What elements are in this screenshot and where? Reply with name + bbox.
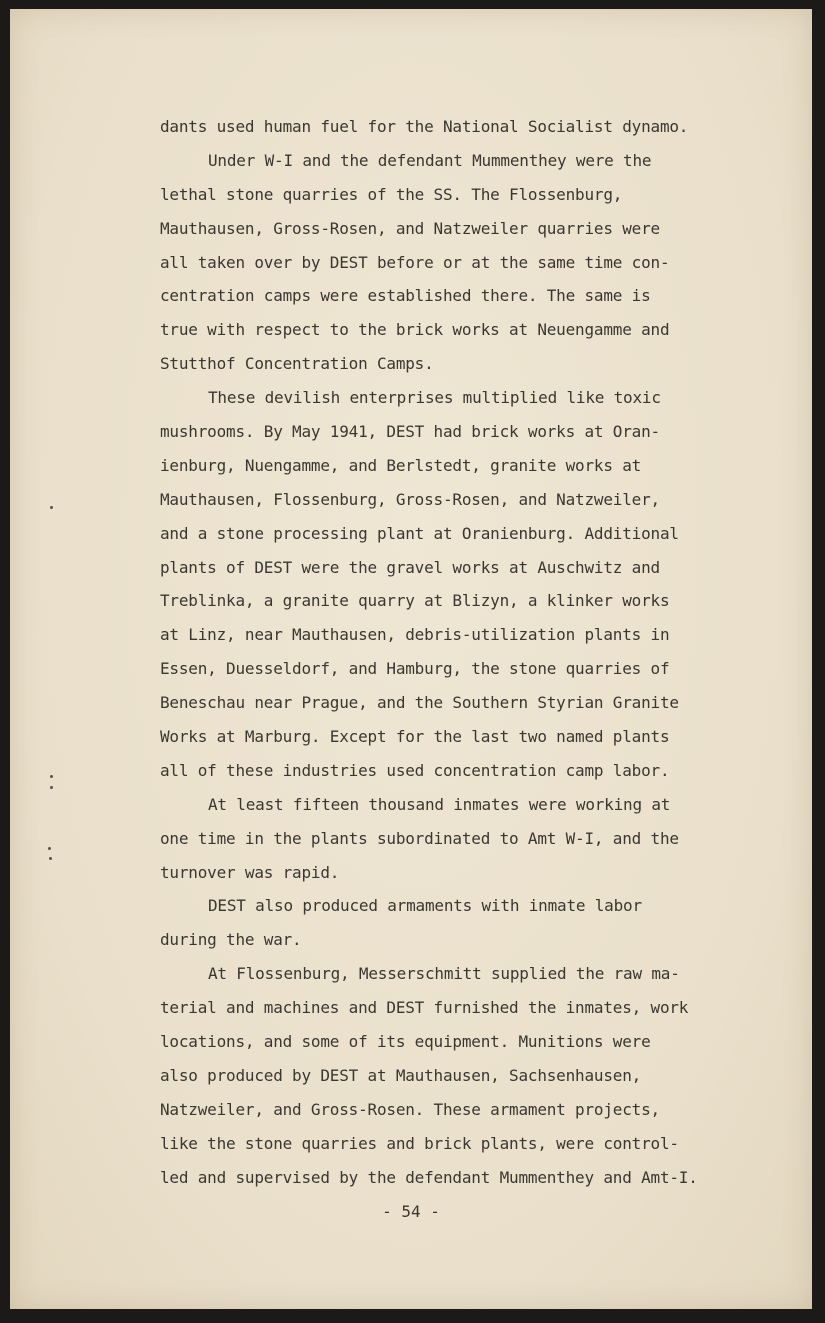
text-line: Works at Marburg. Except for the last two named plants <box>160 727 670 747</box>
text-line: Mauthausen, Flossenburg, Gross-Rosen, and Natzweiler, <box>160 489 660 509</box>
text-line: and a stone processing plant at Oranienburg. Additional <box>160 523 679 543</box>
text-line: centration camps were established there. The same is <box>160 286 651 306</box>
text-line: DEST also produced armaments with inmate labor <box>208 896 642 916</box>
text-line: led and supervised by the defendant Mummenthey and Amt-I. <box>160 1167 698 1187</box>
text-line: also produced by DEST at Mauthausen, Sachsenhausen, <box>160 1065 642 1085</box>
text-line: Essen, Duesseldorf, and Hamburg, the stone quarries of <box>160 659 670 679</box>
text-line: plants of DEST were the gravel works at Auschwitz and <box>160 557 660 577</box>
text-line: mushrooms. By May 1941, DEST had brick works at Oran- <box>160 422 660 442</box>
text-line: These devilish enterprises multiplied like toxic <box>208 388 661 408</box>
text-line: lethal stone quarries of the SS. The Flossenburg, <box>160 184 623 204</box>
text-line: during the war. <box>160 930 302 950</box>
text-line: At least fifteen thousand inmates were working at <box>208 794 671 814</box>
text-line: terial and machines and DEST furnished the inmates, work <box>160 998 689 1018</box>
text-line: Mauthausen, Gross-Rosen, and Natzweiler quarries were <box>160 218 660 238</box>
text-line: at Linz, near Mauthausen, debris-utilization plants in <box>160 625 670 645</box>
text-line: true with respect to the brick works at Neuengamme and <box>160 320 670 340</box>
text-line: all taken over by DEST before or at the same time con- <box>160 252 670 272</box>
margin-mark <box>50 506 53 509</box>
text-line: Under W-I and the defendant Mummenthey were the <box>208 150 652 170</box>
text-line: dants used human fuel for the National Socialist dynamo. <box>160 117 689 136</box>
text-line: Beneschau near Prague, and the Southern Styrian Granite <box>160 693 679 713</box>
typed-body-text <box>160 110 750 1195</box>
text-line: Stutthof Concentration Camps. <box>160 354 434 374</box>
text-line: At Flossenburg, Messerschmitt supplied the raw ma- <box>208 964 680 984</box>
text-line: turnover was rapid. <box>160 862 340 882</box>
text-line: locations, and some of its equipment. Munitions were <box>160 1032 651 1052</box>
margin-mark <box>50 775 53 778</box>
margin-mark <box>48 847 51 850</box>
text-line: like the stone quarries and brick plants, were control- <box>160 1133 679 1153</box>
text-line: one time in the plants subordinated to Amt W-I, and the <box>160 828 679 848</box>
margin-mark <box>50 786 53 789</box>
text-line: all of these industries used concentration camp labor. <box>160 760 670 780</box>
document-page <box>10 9 812 1309</box>
text-line: Natzweiler, and Gross-Rosen. These armament projects, <box>160 1099 660 1119</box>
page-number: - 54 - <box>382 1202 440 1221</box>
margin-mark <box>49 857 52 860</box>
text-line: ienburg, Nuengamme, and Berlstedt, granite works at <box>160 455 642 475</box>
text-line: Treblinka, a granite quarry at Blizyn, a klinker works <box>160 591 670 611</box>
